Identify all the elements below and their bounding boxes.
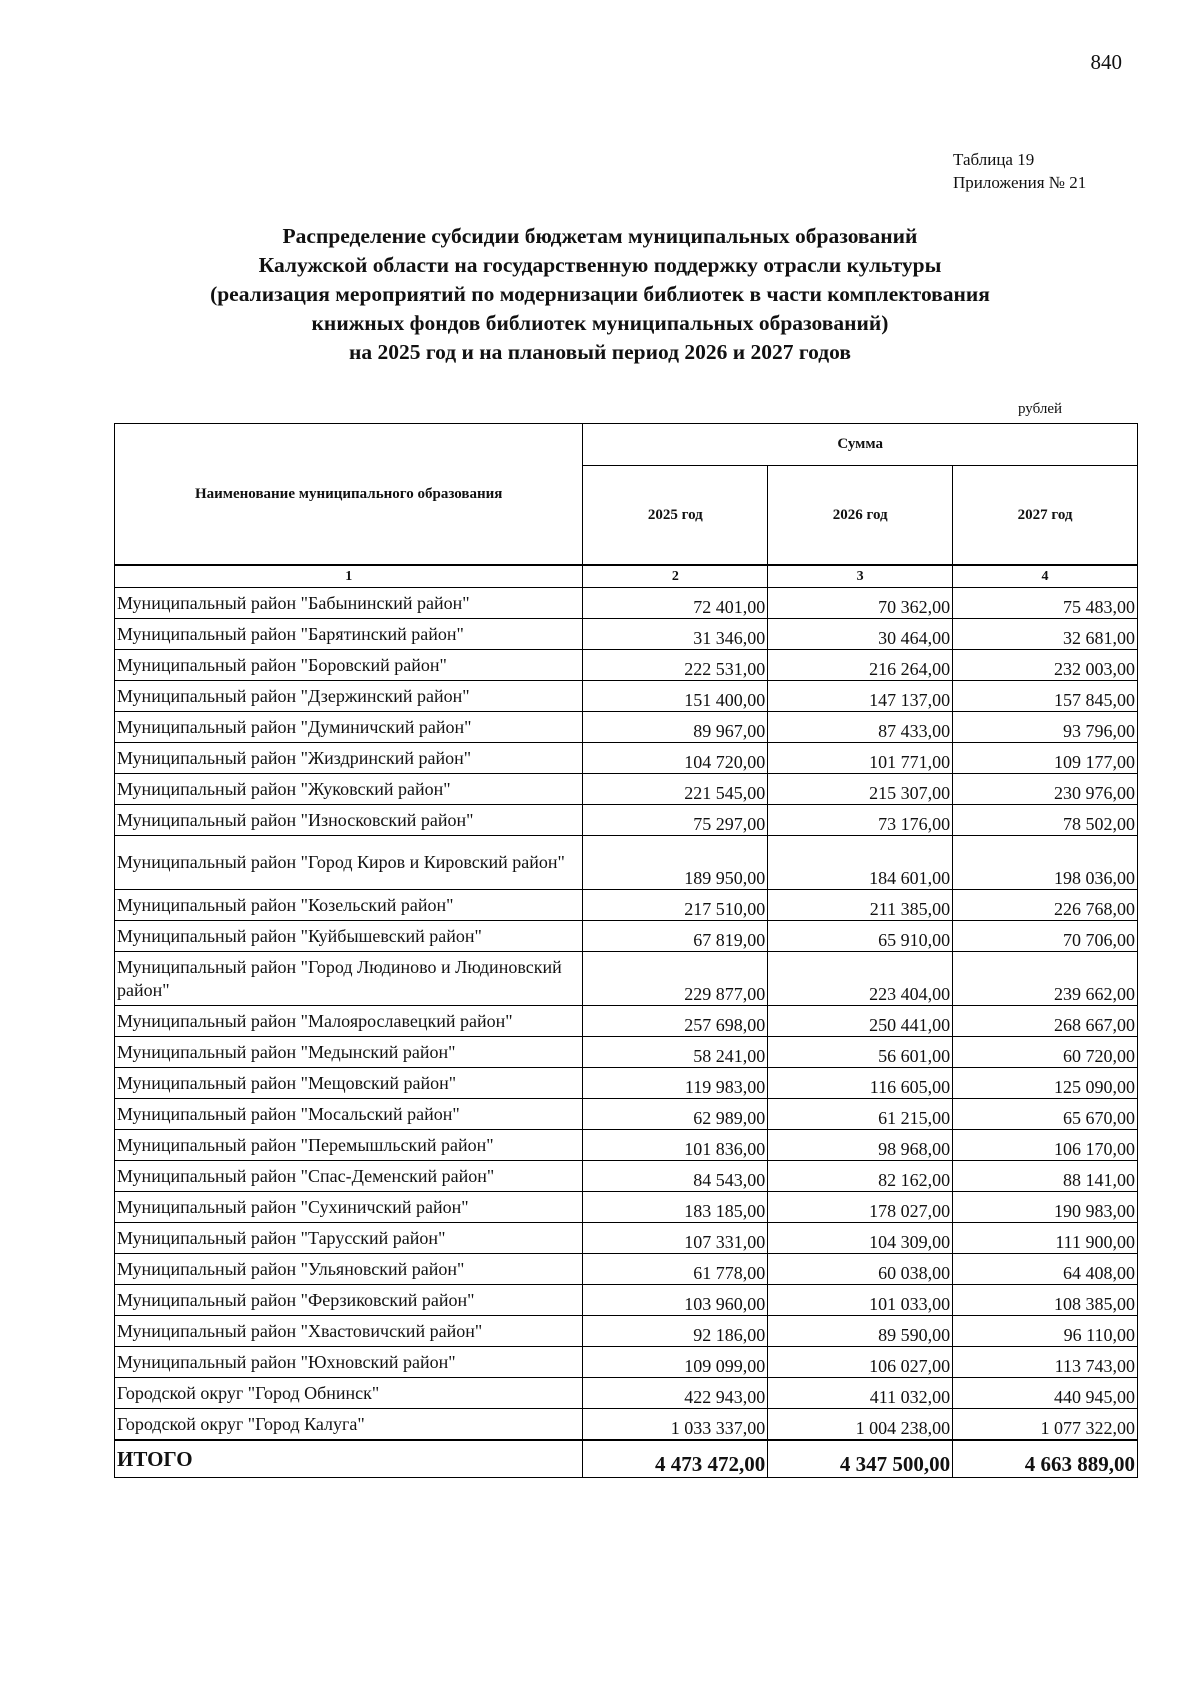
subsidy-table [114, 423, 1138, 1478]
table-row [115, 1223, 1138, 1254]
row-name: Муниципальный район "Износковский район" [115, 805, 583, 836]
row-value-2025: 67 819,00 [583, 921, 768, 952]
row-value-2027: 109 177,00 [953, 743, 1138, 774]
table-row [115, 1130, 1138, 1161]
row-value-2026: 65 910,00 [768, 921, 953, 952]
row-name: Муниципальный район "Хвастовичский район" [115, 1316, 583, 1347]
row-value-2025: 92 186,00 [583, 1316, 768, 1347]
row-value-2027: 226 768,00 [953, 890, 1138, 921]
row-value-2025: 58 241,00 [583, 1037, 768, 1068]
table-row [115, 1037, 1138, 1068]
row-value-2025: 1 033 337,00 [583, 1409, 768, 1441]
row-value-2026: 82 162,00 [768, 1161, 953, 1192]
row-value-2027: 108 385,00 [953, 1285, 1138, 1316]
row-name: Муниципальный район "Город Киров и Кировский район" [115, 836, 583, 890]
title-line5: на 2025 год и на плановый период 2026 и 2027 годов [349, 340, 851, 364]
row-value-2027: 96 110,00 [953, 1316, 1138, 1347]
row-value-2027: 125 090,00 [953, 1068, 1138, 1099]
row-name: Муниципальный район "Перемышльский район" [115, 1130, 583, 1161]
row-name: Муниципальный район "Спас-Деменский район" [115, 1161, 583, 1192]
table-row [115, 1316, 1138, 1347]
row-value-2026: 98 968,00 [768, 1130, 953, 1161]
row-value-2026: 250 441,00 [768, 1006, 953, 1037]
row-value-2026: 104 309,00 [768, 1223, 953, 1254]
header-sum: Сумма [583, 424, 1138, 466]
row-value-2025: 222 531,00 [583, 650, 768, 681]
row-value-2026: 211 385,00 [768, 890, 953, 921]
table-row [115, 1285, 1138, 1316]
header-name: Наименование муниципального образования [115, 424, 583, 566]
row-value-2026: 184 601,00 [768, 836, 953, 890]
table-row [115, 650, 1138, 681]
row-value-2027: 64 408,00 [953, 1254, 1138, 1285]
table-row [115, 890, 1138, 921]
row-value-2025: 109 099,00 [583, 1347, 768, 1378]
row-value-2027: 198 036,00 [953, 836, 1138, 890]
row-value-2025: 62 989,00 [583, 1099, 768, 1130]
row-name: Муниципальный район "Малоярославецкий район" [115, 1006, 583, 1037]
document-title [0, 222, 1200, 367]
row-value-2025: 31 346,00 [583, 619, 768, 650]
row-name: Муниципальный район "Бабынинский район" [115, 588, 583, 619]
row-value-2027: 190 983,00 [953, 1192, 1138, 1223]
row-value-2025: 107 331,00 [583, 1223, 768, 1254]
title-line4: книжных фондов библиотек муниципальных образований) [311, 311, 889, 335]
col-number-4: 4 [953, 565, 1138, 588]
title-line1: Распределение субсидии бюджетам муниципальных образований [282, 224, 918, 248]
row-value-2027: 157 845,00 [953, 681, 1138, 712]
row-value-2027: 93 796,00 [953, 712, 1138, 743]
table-row [115, 1254, 1138, 1285]
table-row [115, 588, 1138, 619]
row-value-2026: 61 215,00 [768, 1099, 953, 1130]
table-row [115, 921, 1138, 952]
table-row [115, 1409, 1138, 1441]
row-value-2025: 217 510,00 [583, 890, 768, 921]
row-value-2026: 147 137,00 [768, 681, 953, 712]
row-value-2026: 89 590,00 [768, 1316, 953, 1347]
row-name: Муниципальный район "Тарусский район" [115, 1223, 583, 1254]
row-name: Муниципальный район "Медынский район" [115, 1037, 583, 1068]
row-value-2026: 30 464,00 [768, 619, 953, 650]
row-value-2025: 422 943,00 [583, 1378, 768, 1409]
col-number-2: 2 [583, 565, 768, 588]
row-name: Муниципальный район "Боровский район" [115, 650, 583, 681]
row-name: Городской округ "Город Калуга" [115, 1409, 583, 1441]
row-name: Муниципальный район "Думиничский район" [115, 712, 583, 743]
row-value-2027: 78 502,00 [953, 805, 1138, 836]
total-label: ИТОГО [115, 1440, 583, 1478]
row-name: Муниципальный район "Сухиничский район" [115, 1192, 583, 1223]
row-value-2026: 215 307,00 [768, 774, 953, 805]
row-value-2026: 70 362,00 [768, 588, 953, 619]
units-label: рублей [1018, 401, 1063, 417]
row-value-2026: 60 038,00 [768, 1254, 953, 1285]
total-row [115, 1440, 1138, 1478]
row-name: Муниципальный район "Дзержинский район" [115, 681, 583, 712]
table-row [115, 1192, 1138, 1223]
table-row [115, 1378, 1138, 1409]
row-value-2025: 119 983,00 [583, 1068, 768, 1099]
title-line3: (реализация мероприятий по модернизации библиотек в части комплектования [210, 282, 990, 306]
row-value-2027: 32 681,00 [953, 619, 1138, 650]
row-value-2026: 56 601,00 [768, 1037, 953, 1068]
row-value-2026: 178 027,00 [768, 1192, 953, 1223]
header-year-2027: 2027 год [953, 466, 1138, 566]
row-name: Муниципальный район "Юхновский район" [115, 1347, 583, 1378]
row-value-2026: 216 264,00 [768, 650, 953, 681]
table-row [115, 774, 1138, 805]
table-body [115, 588, 1138, 1441]
row-value-2026: 106 027,00 [768, 1347, 953, 1378]
row-name: Муниципальный район "Козельский район" [115, 890, 583, 921]
table-row [115, 681, 1138, 712]
row-value-2027: 239 662,00 [953, 952, 1138, 1006]
row-value-2027: 75 483,00 [953, 588, 1138, 619]
table-reference [953, 148, 1086, 194]
row-value-2025: 61 778,00 [583, 1254, 768, 1285]
row-value-2025: 229 877,00 [583, 952, 768, 1006]
row-value-2027: 60 720,00 [953, 1037, 1138, 1068]
header-year-2026: 2026 год [768, 466, 953, 566]
table-row [115, 1161, 1138, 1192]
total-2026: 4 347 500,00 [768, 1440, 953, 1478]
row-value-2025: 189 950,00 [583, 836, 768, 890]
title-line2: Калужской области на государственную поддержку отрасли культуры [258, 253, 942, 277]
total-2025: 4 473 472,00 [583, 1440, 768, 1478]
row-value-2027: 1 077 322,00 [953, 1409, 1138, 1441]
table-ref-line1: Таблица 19 [953, 150, 1035, 169]
row-name: Муниципальный район "Куйбышевский район" [115, 921, 583, 952]
row-value-2025: 103 960,00 [583, 1285, 768, 1316]
table-row [115, 1068, 1138, 1099]
row-value-2025: 151 400,00 [583, 681, 768, 712]
row-name: Муниципальный район "Жуковский район" [115, 774, 583, 805]
row-value-2025: 84 543,00 [583, 1161, 768, 1192]
row-value-2025: 89 967,00 [583, 712, 768, 743]
row-value-2025: 221 545,00 [583, 774, 768, 805]
table-row [115, 1006, 1138, 1037]
row-value-2027: 113 743,00 [953, 1347, 1138, 1378]
row-value-2026: 101 771,00 [768, 743, 953, 774]
table-row [115, 1099, 1138, 1130]
table-row [115, 619, 1138, 650]
row-value-2027: 65 670,00 [953, 1099, 1138, 1130]
row-value-2025: 72 401,00 [583, 588, 768, 619]
table-row [115, 952, 1138, 1006]
row-name: Муниципальный район "Жиздринский район" [115, 743, 583, 774]
row-name: Городской округ "Город Обнинск" [115, 1378, 583, 1409]
table-row [115, 712, 1138, 743]
row-value-2026: 87 433,00 [768, 712, 953, 743]
table-row [115, 1347, 1138, 1378]
row-name: Муниципальный район "Барятинский район" [115, 619, 583, 650]
row-value-2025: 104 720,00 [583, 743, 768, 774]
row-value-2027: 232 003,00 [953, 650, 1138, 681]
row-value-2027: 70 706,00 [953, 921, 1138, 952]
row-value-2026: 1 004 238,00 [768, 1409, 953, 1441]
row-value-2026: 73 176,00 [768, 805, 953, 836]
col-number-1: 1 [115, 565, 583, 588]
table-row [115, 743, 1138, 774]
row-value-2025: 183 185,00 [583, 1192, 768, 1223]
row-value-2025: 257 698,00 [583, 1006, 768, 1037]
row-value-2025: 75 297,00 [583, 805, 768, 836]
row-name: Муниципальный район "Ферзиковский район" [115, 1285, 583, 1316]
row-value-2027: 106 170,00 [953, 1130, 1138, 1161]
col-number-3: 3 [768, 565, 953, 588]
page-number: 840 [1090, 50, 1122, 74]
table-row [115, 836, 1138, 890]
row-value-2027: 111 900,00 [953, 1223, 1138, 1254]
total-2027: 4 663 889,00 [953, 1440, 1138, 1478]
row-value-2027: 88 141,00 [953, 1161, 1138, 1192]
header-year-2025: 2025 год [583, 466, 768, 566]
row-name: Муниципальный район "Мещовский район" [115, 1068, 583, 1099]
table-row [115, 805, 1138, 836]
row-name: Муниципальный район "Мосальский район" [115, 1099, 583, 1130]
row-value-2027: 230 976,00 [953, 774, 1138, 805]
row-value-2026: 411 032,00 [768, 1378, 953, 1409]
row-name: Муниципальный район "Ульяновский район" [115, 1254, 583, 1285]
row-value-2026: 101 033,00 [768, 1285, 953, 1316]
row-value-2027: 268 667,00 [953, 1006, 1138, 1037]
row-name: Муниципальный район "Город Людиново и Людиновский район" [115, 952, 583, 1006]
row-value-2026: 116 605,00 [768, 1068, 953, 1099]
table-ref-line2: Приложения № 21 [953, 173, 1087, 192]
row-value-2025: 101 836,00 [583, 1130, 768, 1161]
row-value-2027: 440 945,00 [953, 1378, 1138, 1409]
row-value-2026: 223 404,00 [768, 952, 953, 1006]
